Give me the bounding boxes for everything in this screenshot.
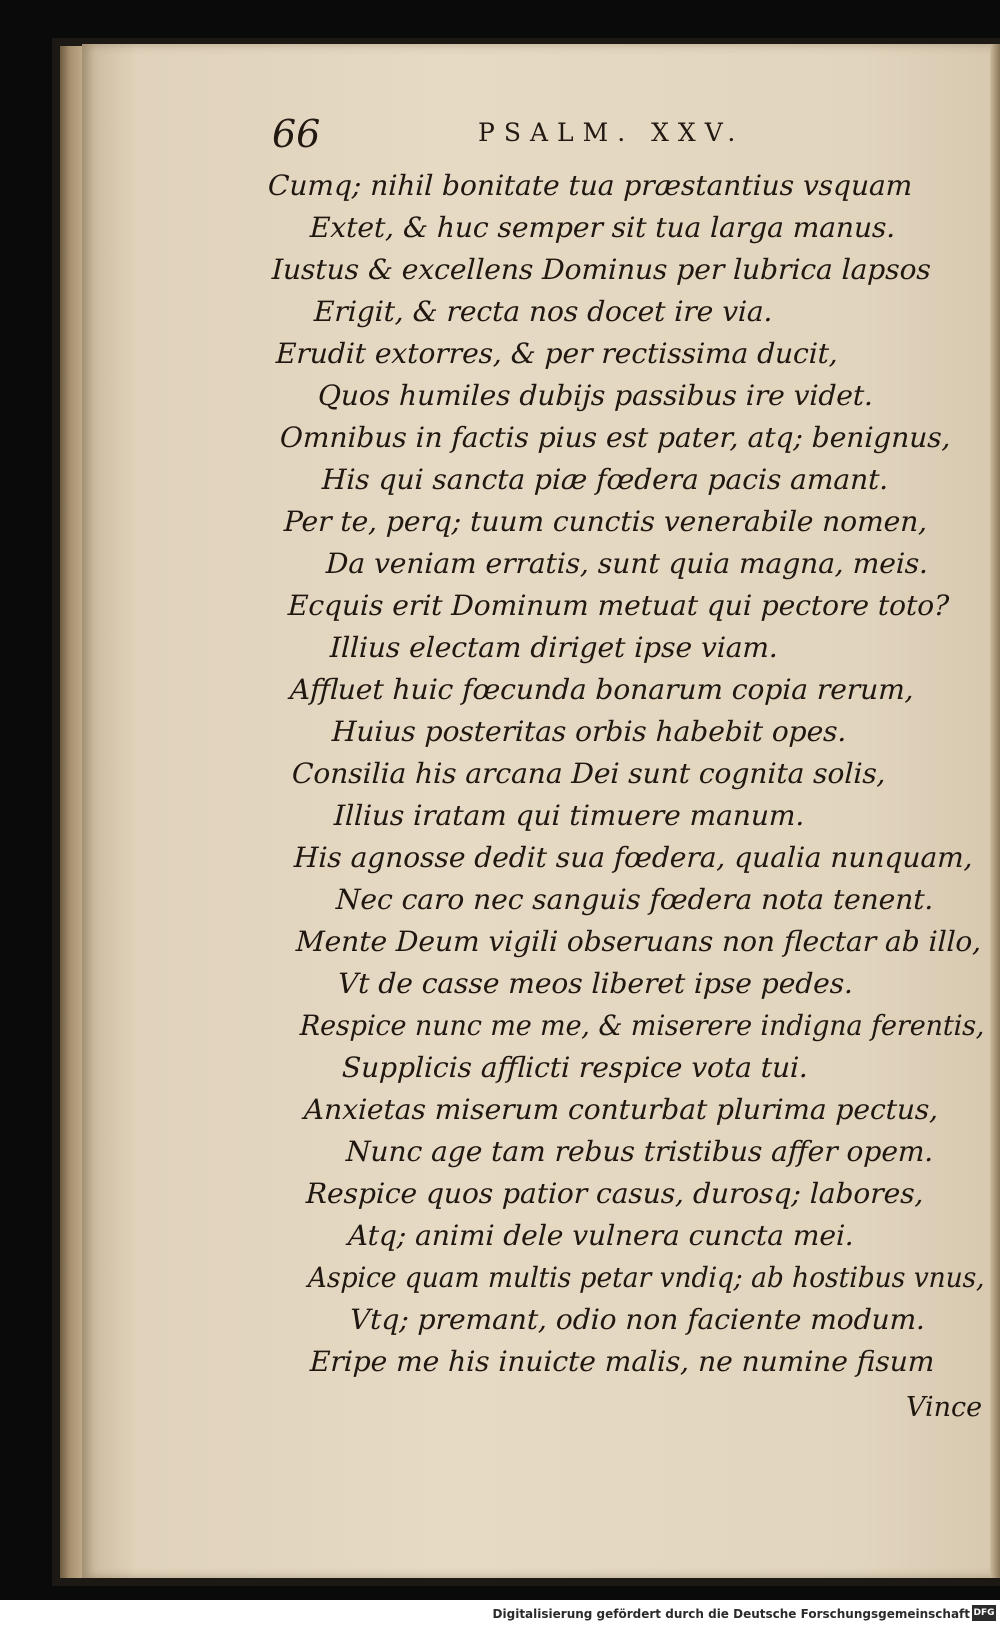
verse-line: Illius iratam qui timuere manum.: [333, 799, 806, 832]
verse-line: Eripe me his inuicte malis, ne numine fisum: [309, 1345, 935, 1378]
verse-line: Vtq; premant, odio non faciente modum.: [349, 1303, 926, 1336]
page-header: [0, 112, 1000, 162]
verse-line: Atq; animi dele vulnera cuncta mei.: [347, 1219, 855, 1252]
verse-line: Omnibus in factis pius est pater, atq; benignus,: [279, 421, 952, 454]
verse-line: Supplicis afflicti respice vota tui.: [341, 1051, 809, 1084]
catchword: Vince: [906, 1392, 983, 1423]
verse-line: Quos humiles dubijs passibus ire videt.: [317, 379, 874, 412]
verse-line: Per te, perq; tuum cunctis venerabile nomen,: [283, 505, 928, 538]
verse-line: His agnosse dedit sua fœdera, qualia nunquam,: [293, 841, 974, 874]
verse-line: Da veniam erratis, sunt quia magna, meis.: [325, 547, 929, 580]
verse-line: Nec caro nec sanguis fœdera nota tenent.: [335, 883, 935, 916]
verse-line: Iustus & excellens Dominus per lubrica lapsos: [271, 253, 932, 286]
verse-line: Huius posteritas orbis habebit opes.: [331, 715, 848, 748]
footer-bar: [0, 1600, 1000, 1629]
verse-line: Anxietas miserum conturbat plurima pectus,: [303, 1093, 939, 1126]
verse-line: Consilia his arcana Dei sunt cognita solis,: [291, 757, 887, 790]
verse-line: Affluet huic fœcunda bonarum copia rerum,: [289, 673, 915, 706]
verse-line: Mente Deum vigili obseruans non flectar ab illo,: [295, 925, 982, 958]
verse-line: Respice nunc me me, & miserere indigna ferentis,: [299, 1009, 986, 1042]
page-number: 66: [272, 112, 321, 156]
verse-line: Erudit extorres, & per rectissima ducit,: [275, 337, 839, 370]
verse-line: Respice quos patior casus, durosq; labores,: [305, 1177, 925, 1210]
digitization-credit: Digitalisierung gefördert durch die Deutsche Forschungsgemeinschaft: [492, 1607, 970, 1621]
dfg-logo-icon: DFG: [972, 1605, 996, 1621]
verse-line: Ecquis erit Dominum metuat qui pectore toto?: [287, 589, 950, 622]
verse-line: Vt de casse meos liberet ipse pedes.: [337, 967, 854, 1000]
verse-line: Erigit, & recta nos docet ire via.: [313, 295, 774, 328]
verse-line: Extet, & huc semper sit tua larga manus.: [309, 211, 896, 244]
verse-line: Illius electam diriget ipse viam.: [329, 631, 779, 664]
verse-line: Nunc age tam rebus tristibus affer opem.: [345, 1135, 934, 1168]
running-head: PSALM. XXV.: [478, 118, 745, 147]
verse-line: His qui sancta piæ fœdera pacis amant.: [321, 463, 889, 496]
page-stack-edge: [60, 46, 84, 1578]
verse-line: Aspice quam multis petar vndiq; ab hostibus vnus,: [307, 1261, 986, 1294]
verse-line: Cumq; nihil bonitate tua præstantius vsquam: [267, 169, 913, 202]
page-gutter: [990, 44, 1000, 1578]
